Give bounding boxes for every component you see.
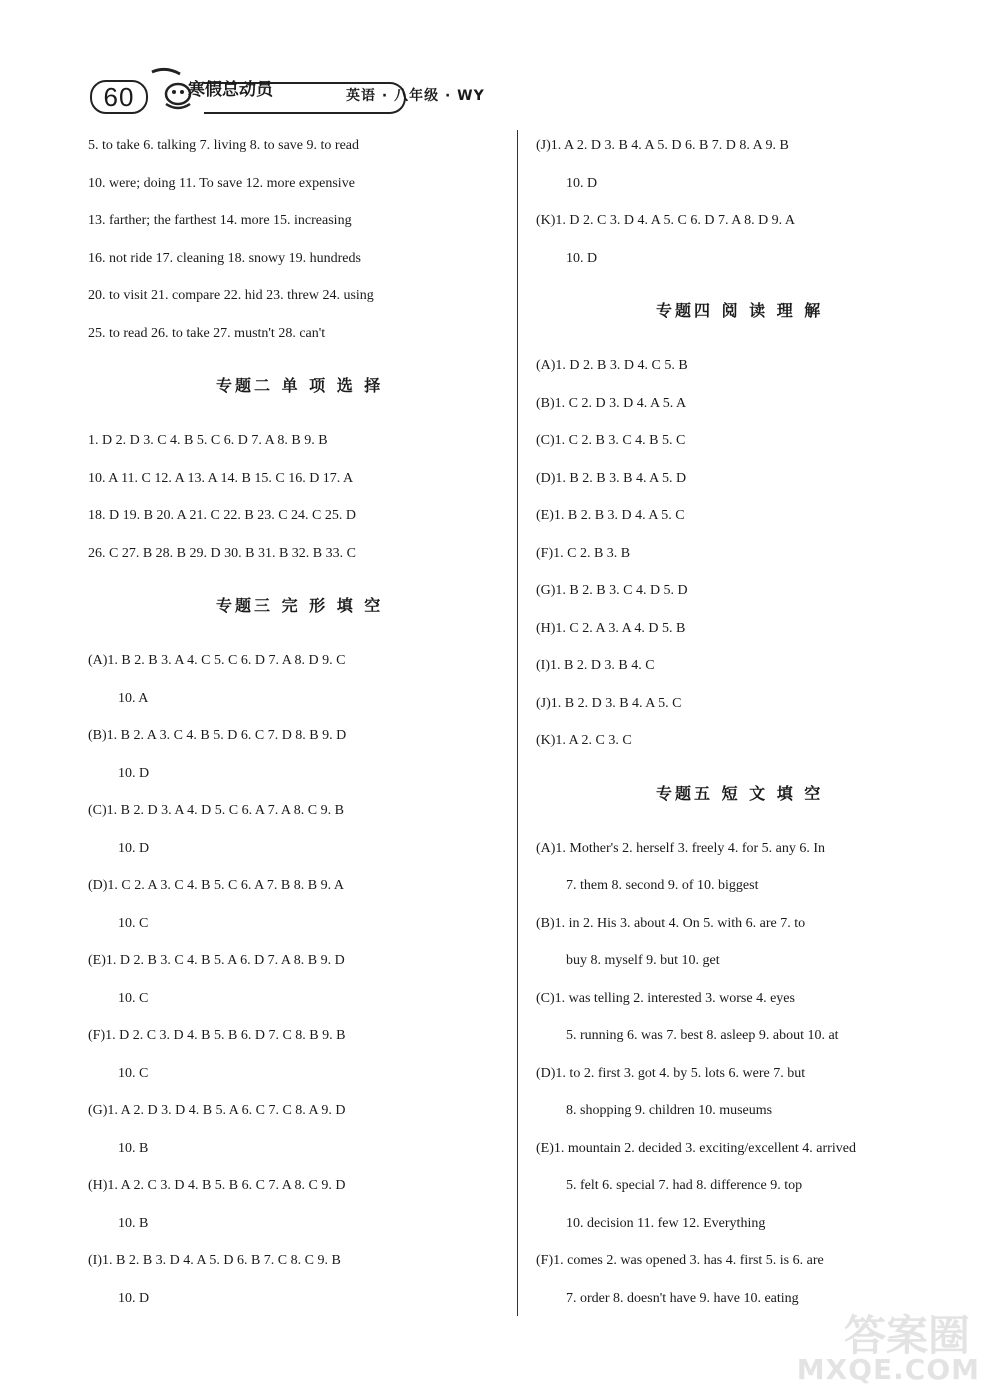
answer-line: 20. to visit 21. compare 22. hid 23. threw 24. using [88, 288, 374, 303]
answer-line: 16. not ride 17. cleaning 18. snowy 19. hundreds [88, 250, 361, 266]
answer-line: (J)1. B 2. D 3. B 4. A 5. C [536, 695, 682, 711]
section-title: 专题五 短 文 填 空 [656, 783, 824, 803]
answer-line: 10. D [566, 250, 598, 266]
answer-line: (F)1. comes 2. was opened 3. has 4. first 5. is 6. are [536, 1253, 824, 1268]
answer-line: (A)1. Mother's 2. herself 3. freely 4. for 5. any 6. In [536, 840, 826, 856]
watermark-text: 答案圈 [843, 1311, 970, 1360]
answer-line: 10. D [118, 840, 150, 856]
answer-line: 10. A 11. C 12. A 13. A 14. B 15. C 16. D 17. A [88, 470, 354, 486]
answer-line: 10. B [118, 1140, 149, 1156]
section-title: 专题四 阅 读 理 解 [656, 301, 824, 320]
answer-line: (D)1. C 2. A 3. C 4. B 5. C 6. A 7. B 8. B 9. A [88, 878, 344, 893]
answer-line: 10. were; doing 11. To save 12. more expensive [88, 175, 355, 191]
book-title: 寒假总动员 [188, 80, 273, 100]
answer-line: 10. C [118, 1065, 149, 1081]
answer-line: (A)1. D 2. B 3. D 4. C 5. B [536, 358, 688, 373]
subject-label: 英语 · 八年级 · WY [346, 88, 485, 104]
answer-line: 10. D [566, 175, 598, 191]
section-title: 专题三 完 形 填 空 [216, 596, 384, 615]
answer-line: buy 8. myself 9. but 10. get [566, 953, 720, 968]
answer-line: (F)1. D 2. C 3. D 4. B 5. B 6. D 7. C 8. B 9. B [88, 1028, 346, 1043]
answer-line: 13. farther; the farthest 14. more 15. increasing [88, 213, 352, 228]
answer-line: (H)1. A 2. C 3. D 4. B 5. B 6. C 7. A 8. C 9. D [88, 1178, 346, 1193]
answer-line: (G)1. A 2. D 3. D 4. B 5. A 6. C 7. C 8. A 9. D [88, 1103, 346, 1118]
answer-line: 5. running 6. was 7. best 8. asleep 9. about 10. at [566, 1028, 839, 1043]
answer-line: 5. felt 6. special 7. had 8. difference 9. top [566, 1178, 803, 1193]
answer-line: 10. decision 11. few 12. Everything [566, 1215, 766, 1231]
answer-line: (G)1. B 2. B 3. C 4. D 5. D [536, 583, 688, 598]
page-header [84, 76, 504, 116]
answer-line: 18. D 19. B 20. A 21. C 22. B 23. C 24. C 25. D [88, 508, 356, 523]
answer-line: (A)1. B 2. B 3. A 4. C 5. C 6. D 7. A 8. D 9. C [88, 653, 346, 668]
answer-line: 10. B [118, 1215, 149, 1231]
watermark-url: MXQE.COM [796, 1353, 980, 1386]
watermark-logo [770, 1303, 990, 1393]
answer-line: (H)1. C 2. A 3. A 4. D 5. B [536, 620, 686, 636]
answer-line: (E)1. D 2. B 3. C 4. B 5. A 6. D 7. A 8. B 9. D [88, 953, 345, 968]
answer-line: (B)1. B 2. A 3. C 4. B 5. D 6. C 7. D 8. B 9. D [88, 728, 347, 743]
answer-line: (F)1. C 2. B 3. B [536, 545, 631, 561]
answer-line: 7. them 8. second 9. of 10. biggest [566, 878, 759, 893]
answer-line: (D)1. B 2. B 3. B 4. A 5. D [536, 470, 687, 486]
column-divider [517, 130, 518, 1316]
answer-line: (I)1. B 2. D 3. B 4. C [536, 658, 655, 673]
answer-line: (I)1. B 2. B 3. D 4. A 5. D 6. B 7. C 8. C 9. B [88, 1253, 341, 1268]
section-title: 专题二 单 项 选 择 [216, 376, 384, 395]
page-number: 60 [90, 80, 148, 114]
answer-line: 8. shopping 9. children 10. museums [566, 1103, 773, 1118]
answer-line: 10. A [118, 690, 149, 706]
answer-line: (C)1. C 2. B 3. C 4. B 5. C [536, 433, 686, 448]
answer-line: (C)1. B 2. D 3. A 4. D 5. C 6. A 7. A 8. C 9. B [88, 803, 344, 818]
answer-line: 1. D 2. D 3. C 4. B 5. C 6. D 7. A 8. B 9. B [88, 433, 328, 448]
answer-line: (D)1. to 2. first 3. got 4. by 5. lots 6. were 7. but [536, 1065, 806, 1081]
answer-line: (J)1. A 2. D 3. B 4. A 5. D 6. B 7. D 8. A 9. B [536, 138, 789, 153]
answer-line: 25. to read 26. to take 27. mustn't 28. can't [88, 325, 326, 341]
answer-line: 5. to take 6. talking 7. living 8. to save 9. to read [88, 138, 360, 153]
answer-line: 26. C 27. B 28. B 29. D 30. B 31. B 32. B 33. C [88, 545, 356, 561]
answer-line: 7. order 8. doesn't have 9. have 10. eating [566, 1290, 799, 1306]
answer-line: (B)1. C 2. D 3. D 4. A 5. A [536, 395, 687, 411]
answer-line: 10. C [118, 990, 149, 1006]
answer-line: 10. C [118, 915, 149, 931]
answer-line: (K)1. D 2. C 3. D 4. A 5. C 6. D 7. A 8. D 9. A [536, 213, 796, 228]
answer-line: (E)1. mountain 2. decided 3. exciting/excellent 4. arrived [536, 1140, 856, 1156]
answer-line: (C)1. was telling 2. interested 3. worse 4. eyes [536, 990, 795, 1006]
answer-line: 10. D [118, 765, 150, 781]
answer-line: (B)1. in 2. His 3. about 4. On 5. with 6. are 7. to [536, 915, 806, 931]
answer-line: (K)1. A 2. C 3. C [536, 733, 632, 748]
answer-line: (E)1. B 2. B 3. D 4. A 5. C [536, 508, 685, 523]
answer-line: 10. D [118, 1290, 150, 1306]
